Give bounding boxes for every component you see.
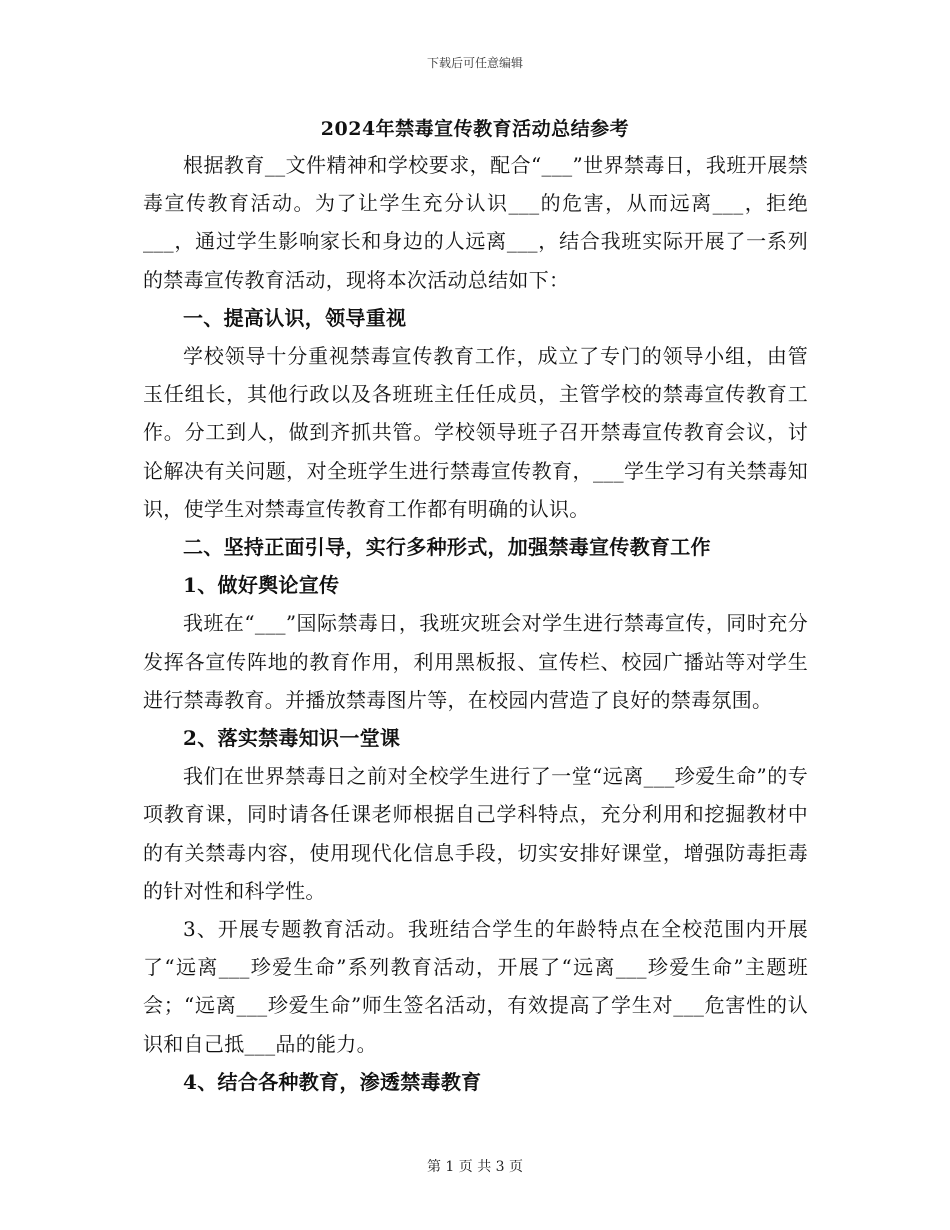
subsection-heading-4: 4、结合各种教育，渗透禁毒教育 [183, 1069, 482, 1094]
page-footer: 第 1 页 共 3 页 [426, 1159, 524, 1175]
header-note: 下载后可任意编辑 [426, 56, 523, 70]
intro-paragraph: 根据教育__文件精神和学校要求，配合“___”世界禁毒日，我班开展禁毒宣传教育活动。为了让学生充分认识___的危害，从而远离___，拒绝___，通过学生影响家长和身边的人远离___，结合我班实际开展了一系列的禁毒宣传教育活动，现将本次活动总结如下： [143, 153, 808, 292]
document-body [143, 146, 808, 1101]
document-title: 2024年禁毒宣传教育活动总结参考 [320, 118, 630, 140]
section-heading-2: 二、坚持正面引导，实行多种形式，加强禁毒宣传教育工作 [183, 535, 711, 560]
subsection-2-paragraph: 我们在世界禁毒日之前对全校学生进行了一堂“远离___珍爱生命”的专项教育课，同时请各任课老师根据自己学科特点，充分利用和挖掘教材中的有关禁毒内容，使用现代化信息手段，切实安排好课堂，增强防毒拒毒的针对性和科学性。 [143, 764, 808, 903]
section-1-paragraph: 学校领导十分重视禁毒宣传教育工作，成立了专门的领导小组，由管玉任组长，其他行政以及各班班主任任成员，主管学校的禁毒宣传教育工作。分工到人，做到齐抓共管。学校领导班子召开禁毒宣传教育会议，讨论解决有关问题，对全班学生进行禁毒宣传教育，___学生学习有关禁毒知识，使学生对禁毒宣传教育工作都有明确的认识。 [143, 344, 808, 521]
section-heading-1: 一、提高认识，领导重视 [183, 305, 407, 330]
subsection-3-paragraph: 3、开展专题教育活动。我班结合学生的年龄特点在全校范围内开展了“远离___珍爱生命”系列教育活动，开展了“远离___珍爱生命”主题班会；“远离___珍爱生命”师生签名活动，有效提高了学生对___危害性的认识和自己抵___品的能力。 [143, 917, 808, 1056]
subsection-heading-2: 2、落实禁毒知识一堂课 [183, 726, 401, 751]
subsection-heading-1: 1、做好舆论宣传 [183, 573, 340, 598]
subsection-1-paragraph: 我班在“___”国际禁毒日，我班灾班会对学生进行禁毒宣传，同时充分发挥各宣传阵地的教育作用，利用黑板报、宣传栏、校园广播站等对学生进行禁毒教育。并播放禁毒图片等，在校园内营造了良好的禁毒氛围。 [143, 611, 808, 712]
